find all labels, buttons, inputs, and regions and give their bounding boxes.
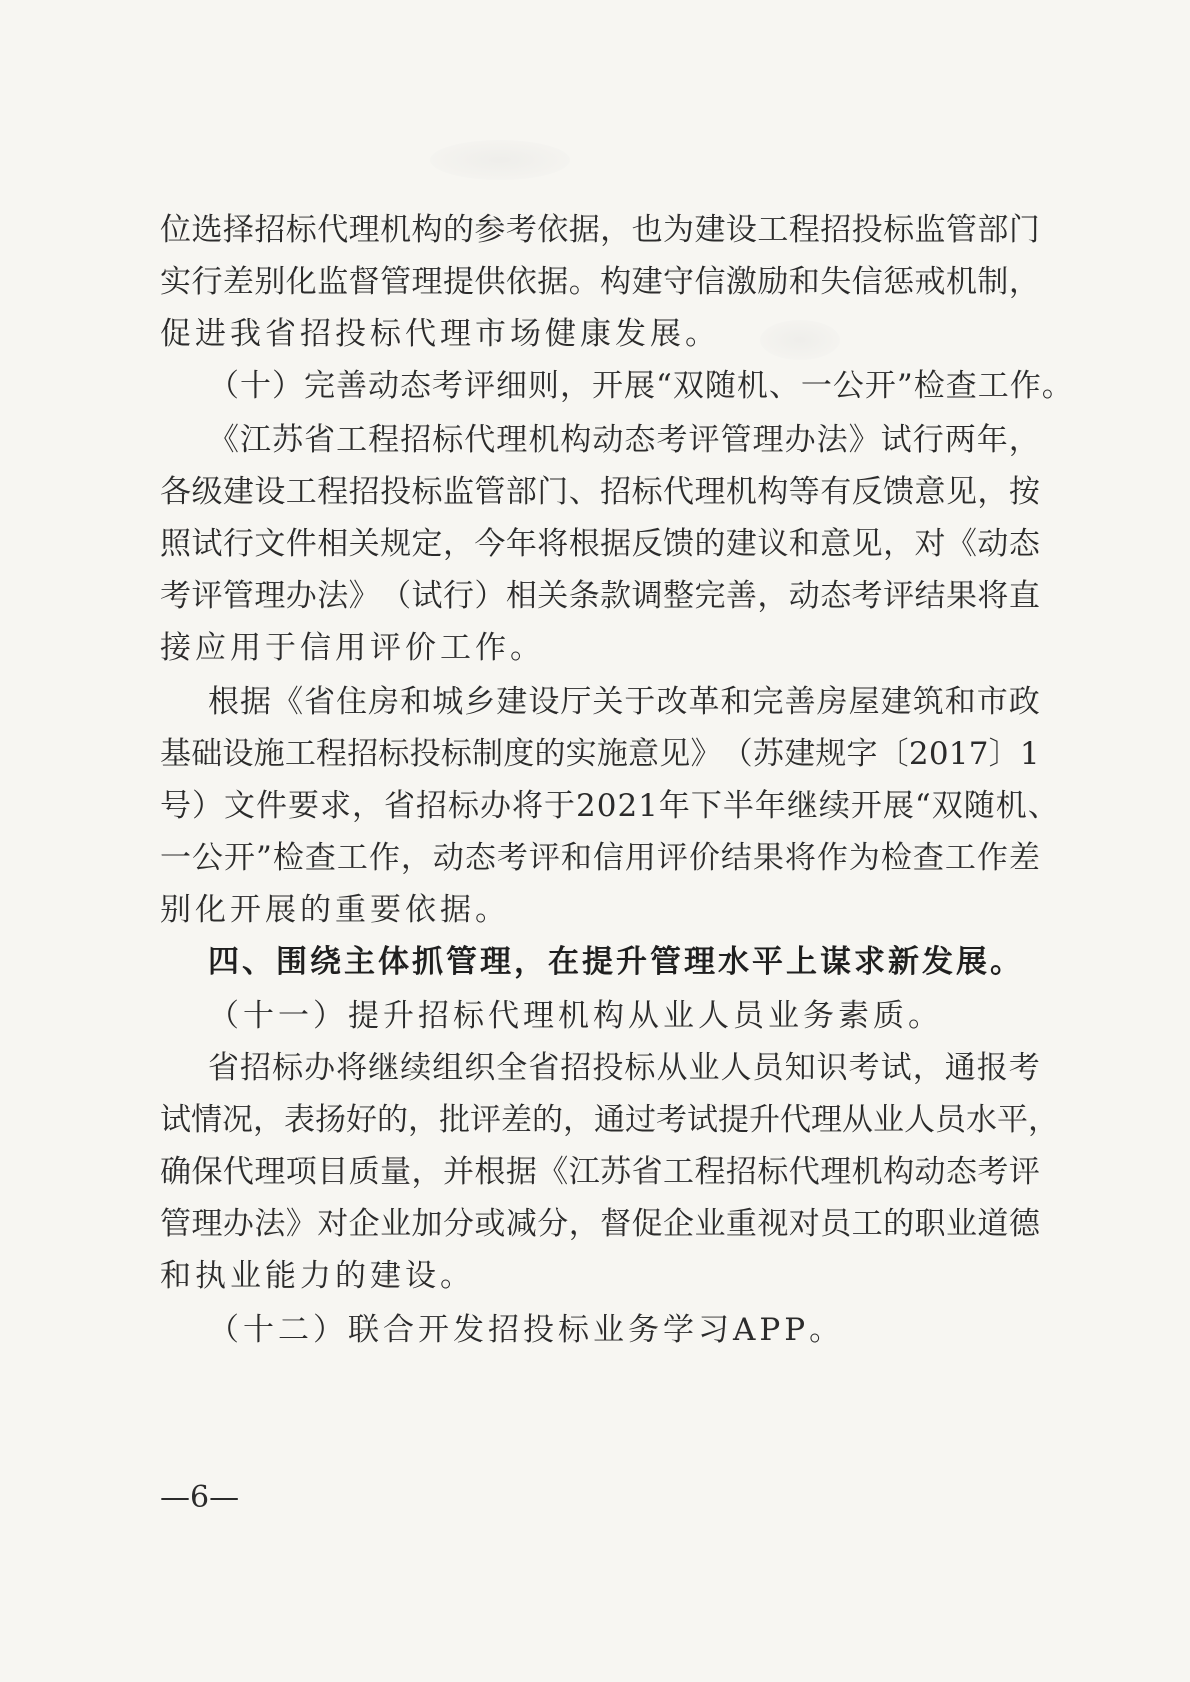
text-line-5: 《 江 苏 省 工 程 招 标 代 理 机 构 动 态 考 评 管 理 办 法 》 试 行 两 年 ， — [208, 422, 1040, 458]
text-line-8: 考 评 管 理 办 法 》 （ 试 行 ） 相 关 条 款 调 整 完 善 ， 动 态 考 评 结 果 将 直 — [160, 578, 1040, 614]
page-number: —6— — [160, 1480, 240, 1515]
text-line-17: 省 招 标 办 将 继 续 组 织 全 省 招 投 标 从 业 人 员 知 识 考 试 ， 通 报 考 — [208, 1050, 1040, 1086]
section-heading-12: （十二）联合开发招投标业务学习APP。 — [208, 1312, 845, 1348]
text-line-7: 照 试 行 文 件 相 关 规 定 ， 今 年 将 根 据 反 馈 的 建 议 和 意 见 ， 对 《 动 态 — [160, 526, 1040, 562]
scan-smudge — [430, 140, 570, 180]
section-heading-4: 四、围绕主体抓管理，在提升管理水平上谋求新发展。 — [208, 944, 1024, 980]
text-line-1: 位 选 择 招 标 代 理 机 构 的 参 考 依 据 ， 也 为 建 设 工 程 招 投 标 监 管 部 门 — [160, 212, 1040, 248]
text-line-21: 和执业能力的建设。 — [160, 1258, 475, 1294]
text-line-2: 实 行 差 别 化 监 督 管 理 提 供 依 据 。 构 建 守 信 激 励 和 失 信 惩 戒 机 制 ， — [160, 264, 1040, 300]
text-line-9: 接应用于信用评价工作。 — [160, 630, 545, 666]
text-line-11: 基 础 设 施 工 程 招 标 投 标 制 度 的 实 施 意 见 》 （ 苏 建 规 字 〔 2 0 1 7 〕 1 — [160, 736, 1040, 772]
text-line-10: 根 据 《 省 住 房 和 城 乡 建 设 厅 关 于 改 革 和 完 善 房 屋 建 筑 和 市 政 — [208, 684, 1040, 720]
text-line-14: 别化开展的重要依据。 — [160, 892, 510, 928]
text-line-18: 试 情 况 ， 表 扬 好 的 ， 批 评 差 的 ， 通 过 考 试 提 升 代 理 从 业 人 员 水 平 ， — [160, 1102, 1059, 1138]
text-line-13: 一 公 开 ” 检 查 工 作 ， 动 态 考 评 和 信 用 评 价 结 果 将 作 为 检 查 工 作 差 — [160, 840, 1040, 876]
text-line-19: 确 保 代 理 项 目 质 量 ， 并 根 据 《 江 苏 省 工 程 招 标 代 理 机 构 动 态 考 评 — [160, 1154, 1040, 1190]
text-line-20: 管 理 办 法 》 对 企 业 加 分 或 减 分 ， 督 促 企 业 重 视 对 员 工 的 职 业 道 德 — [160, 1206, 1040, 1242]
text-line-3: 促进我省招投标代理市场健康发展。 — [160, 316, 720, 352]
section-heading-11: （十一）提升招标代理机构从业人员业务素质。 — [208, 998, 943, 1034]
text-line-6: 各 级 建 设 工 程 招 投 标 监 管 部 门 、 招 标 代 理 机 构 等 有 反 馈 意 见 ， 按 — [160, 474, 1040, 510]
section-heading-10: （十）完善动态考评细则，开展“双随机、一公开”检查工作。 — [208, 368, 1074, 404]
text-line-12: 号）文件要求，省招标办将于2021年下半年继续开展“双随机、 — [160, 788, 1060, 824]
